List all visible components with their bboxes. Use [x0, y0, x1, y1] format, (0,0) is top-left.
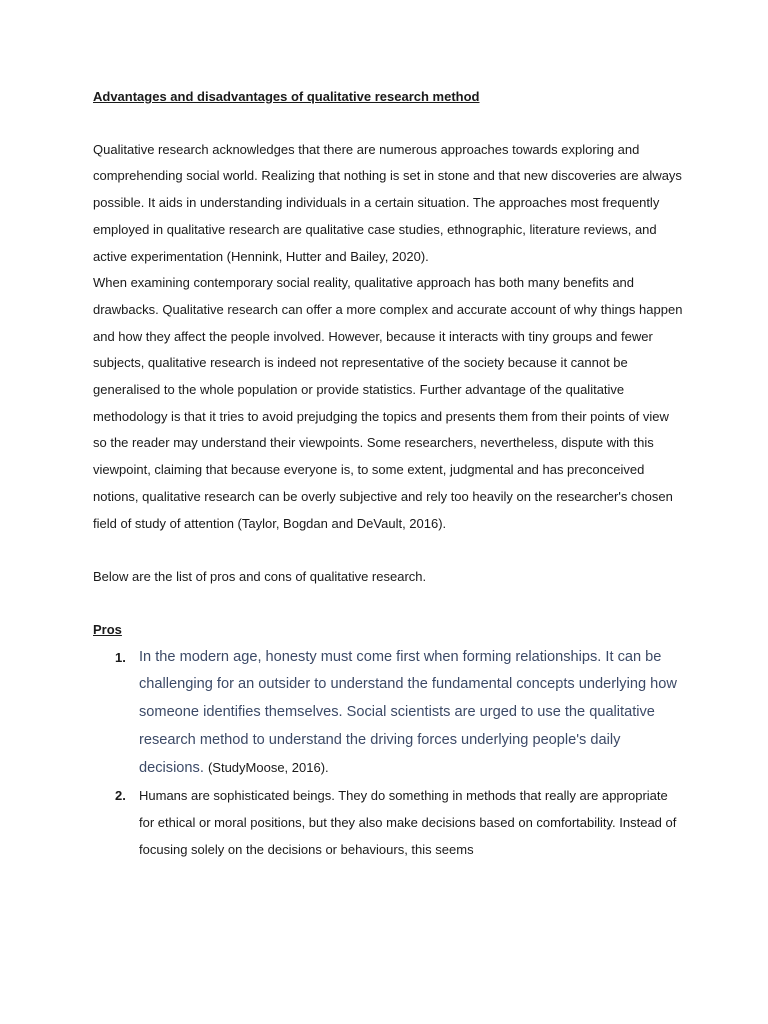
- list-item-citation: (StudyMoose, 2016).: [207, 760, 329, 776]
- list-item-text: In the modern age, honesty must come first when forming relationships. It can be challenging for an outsider to understand the fundamental concepts underlying how someone identifies themselves. Social scientists are urged to use the qualitative research method to understand the driving forces underlying people's daily decisions.: [139, 648, 677, 777]
- list-item: [93, 783, 683, 863]
- paragraph-benefits-drawbacks: When examining contemporary social reality, qualitative approach has both many benefits and drawbacks. Qualitative research can offer a more complex and accurate account of why things happen and how they affect the people involved. However, because it interacts with tiny groups and fewer subjects, qualitative research is indeed not representative of the society because it cannot be generalised to the whole population or provide statistics. Further advantage of the qualitative methodology is that it tries to avoid prejudging the topics and presents them from their points of view so the reader may understand their viewpoints. Some researchers, nevertheless, dispute with this viewpoint, claiming that because everyone is, to some extent, judgmental and has preconceived notions, qualitative research can be overly subjective and rely too heavily on the researcher's chosen field of study of attention (Taylor, Bogdan and DeVault, 2016).: [93, 275, 683, 531]
- list-item-number: 1.: [115, 649, 126, 665]
- pros-heading: Pros: [93, 621, 122, 637]
- document-page: [93, 84, 683, 863]
- list-item-number: 2.: [115, 788, 126, 804]
- list-item-text: Humans are sophisticated beings. They do something in methods that really are appropriate for ethical or moral positions, but they also make decisions based on comfortability. Instead of focusing solely on the decisions or behaviours, this seems: [139, 788, 677, 857]
- list-item: [93, 644, 683, 784]
- paragraph-intro: Qualitative research acknowledges that there are numerous approaches towards exploring and comprehending social world. Realizing that nothing is set in stone and that new discoveries are always possible. It aids in understanding individuals in a certain situation. The approaches most frequently employed in qualitative research are qualitative case studies, ethnographic, literature reviews, and active experimentation (Hennink, Hutter and Bailey, 2020).: [93, 141, 682, 264]
- pros-list: [93, 644, 683, 864]
- paragraph-list-intro: Below are the list of pros and cons of qualitative research.: [93, 568, 427, 584]
- paragraph-gap: [93, 590, 683, 617]
- paragraph-gap: [93, 537, 683, 564]
- document-title: Advantages and disadvantages of qualitative research method: [93, 89, 480, 104]
